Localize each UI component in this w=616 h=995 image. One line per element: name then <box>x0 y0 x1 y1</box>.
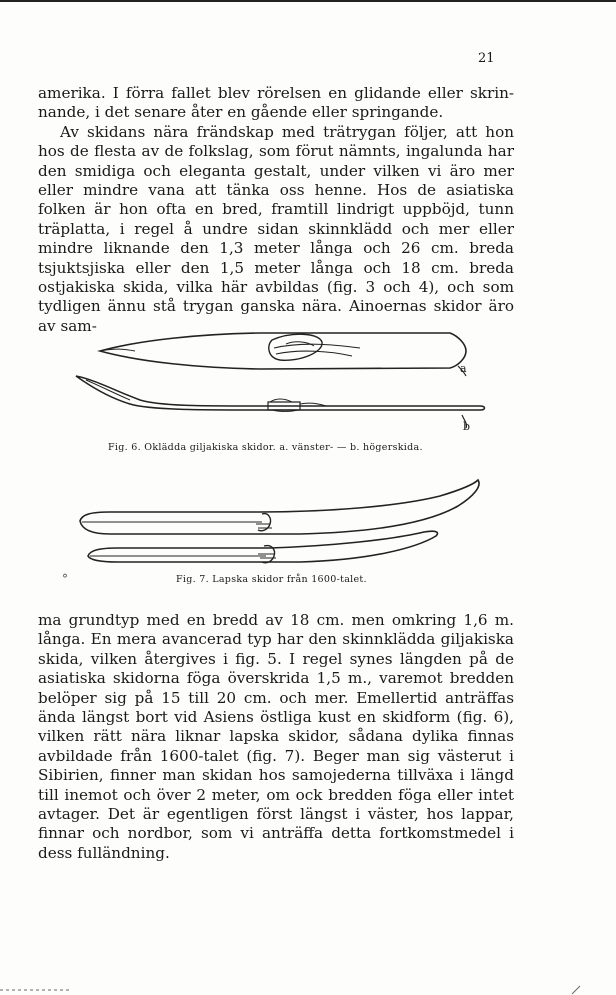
stray-mark: ° <box>62 572 68 586</box>
page-number: 21 <box>478 51 495 66</box>
figure-6-label-b: b <box>463 420 471 433</box>
text-paragraph: Av skidans nära frändskap med trätrygan följer, att hon hos de flesta av de folkslag, som förut nämnts, ingalunda har den smidiga och eleganta gestalt, under vilken vi äro mer eller mindre vana att tänka oss henne. Hos de asiatiska folken är hon ofta en bred, framtill lindrigt uppböjd, tunn träplatta, i regel å undre sidan skinnklädd och mer eller mindre liknande den 1,3 meter långa och 26 cm. breda tsjuktsjiska eller den 1,5 meter långa och 18 cm. breda ostjakiska skida, vilka här avbildas (fig. 3 och 4), och som tydligen ännu stå trygan ganska nära. Ainoernas skidor äro av sam- <box>38 122 514 335</box>
figure-7-caption: Fig. 7. Lapska skidor från 1600-talet. <box>176 574 367 585</box>
ski-a-outline <box>100 333 466 369</box>
ski-upper-outline <box>80 480 479 534</box>
figure-6-caption: Fig. 6. Oklädda giljakiska skidor. a. vänster- — b. högerskida. <box>108 442 423 453</box>
ski-lower-outline <box>88 531 438 562</box>
page-top-rule <box>0 0 616 2</box>
text-line: nande, i det senare åter en gående eller springande. <box>38 103 444 122</box>
figure-7-illustration <box>0 476 616 576</box>
figure-6-illustration <box>0 318 616 443</box>
body-paragraph-top <box>38 84 514 336</box>
bottom-scan-marks <box>0 980 616 995</box>
figure-6-label-a: a <box>460 362 467 375</box>
body-paragraph-bottom: ma grundtyp med en bredd av 18 cm. men omkring 1,6 m. långa. En mera avancerad typ har den skinnklädda giljakiska skida, vilken återgives i fig. 5. I regel synes längden på de asiatiska skidorna föga överskrida 1,5 m., varemot bredden belöper sig på 15 till 20 cm. och mer. Emellertid anträffas ända längst bort vid Asiens östliga kust en skidform (fig. 6), vilken rätt nära liknar lapska skidor, sådana dylika finnas avbildade från 1600-talet (fig. 7). Beger man sig västerut i Sibirien, finner man skidan hos samojederna tillväxa i längd till inemot och över 2 meter, om ock bredden föga eller intet avtager. Det är egentligen först längst i väster, hos lappar, finnar och nordbor, som vi anträffa detta fortkomstmedel i dess fulländning. <box>38 611 514 862</box>
ski-b-outline <box>76 376 485 410</box>
text-line: amerika. I förra fallet blev rörelsen en glidande eller skrin- <box>38 84 514 102</box>
